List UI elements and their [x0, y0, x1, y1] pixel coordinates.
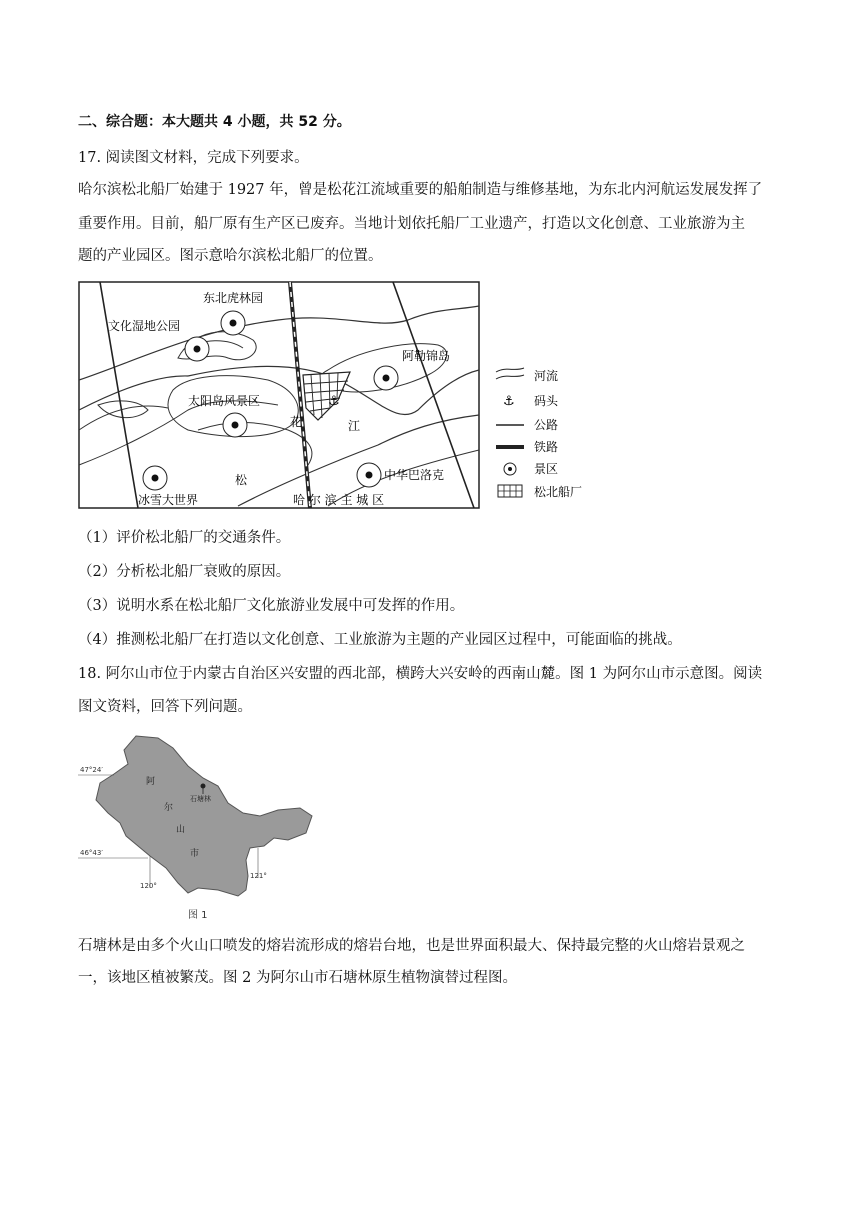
lat-bottom-label: 46°43′: [80, 849, 103, 857]
lat-top-label: 47°24′: [80, 766, 103, 774]
q17-stem: 17. 阅读图文材料，完成下列要求。: [78, 150, 309, 166]
shitanglin-label: 石塘林: [190, 795, 211, 803]
city-char: 尔: [164, 803, 174, 813]
label-main-city: 哈 尔 滨 主 城 区: [293, 493, 385, 507]
legend-dock: 码头: [534, 394, 559, 408]
label-ahe-island: 阿勒锦岛: [402, 349, 451, 363]
legend-railway: 铁路: [534, 440, 559, 454]
scenic-marker-sun-island: [223, 413, 247, 437]
legend-shipyard: 松北船厂: [534, 485, 583, 499]
q17-question: （4）推测松北船厂在打造以文化创意、工业旅游为主题的产业园区过程中，可能面临的挑战。: [78, 632, 682, 648]
label-sun-island: 太阳岛风景区: [188, 394, 261, 408]
q18-para-line: 一，该地区植被繁茂。图 2 为阿尔山市石塘林原生植物演替过程图。: [78, 970, 517, 986]
legend-road: 公路: [534, 418, 559, 432]
legend-scenic: 景区: [534, 462, 559, 476]
city-char: 市: [190, 849, 200, 859]
scenic-marker-tiger-park: [221, 311, 245, 335]
lon-right-label: 121°: [250, 872, 267, 880]
lon-left-label: 120°: [140, 882, 157, 890]
city-char: 阿: [146, 777, 156, 787]
shipyard-location-map: [78, 280, 618, 510]
shitanglin-marker: [201, 784, 206, 789]
scenic-marker-baroque: [357, 463, 381, 487]
q18-para-line: 石塘林是由多个火山口喷发的熔岩流形成的熔岩台地，也是世界面积最大、保持最完整的火山熔岩景观之: [78, 938, 745, 954]
legend-dock-icon: ⚓: [503, 394, 515, 409]
map-legend: [496, 368, 582, 499]
arxan-city-map: [78, 728, 318, 928]
q17-para-line: 题的产业园区。图示意哈尔滨松北船厂的位置。: [78, 248, 383, 264]
q17-para-line: 哈尔滨松北船厂始建于 1927 年，曾是松花江流域重要的船舶制造与维修基地，为东北内河航运发展发挥了: [78, 182, 763, 198]
label-river-song: 松: [235, 473, 248, 487]
q17-para-line: 重要作用。目前，船厂原有生产区已废弃。当地计划依托船厂工业遗产，打造以文化创意、工业旅游为主: [78, 216, 745, 232]
label-wetland-park: 文化湿地公园: [108, 319, 181, 333]
scenic-marker-wetland: [185, 337, 209, 361]
q18-para-line: 图文资料，回答下列问题。: [78, 699, 252, 715]
q17-question: （1）评价松北船厂的交通条件。: [78, 530, 291, 546]
label-baroque: 中华巴洛克: [384, 468, 445, 482]
q17-question: （3）说明水系在松北船厂文化旅游业发展中可发挥的作用。: [78, 598, 465, 614]
dock-icon: ⚓: [328, 394, 340, 409]
q18-para-line: 18. 阿尔山市位于内蒙古自治区兴安盟的西北部，横跨大兴安岭的西南山麓。图 1 为阿尔山市示意图。阅读: [78, 666, 763, 682]
figure-caption: 图 1: [188, 910, 208, 921]
scenic-marker-ahe-island: [374, 366, 398, 390]
label-river-hua: 花: [290, 415, 303, 429]
label-tiger-park: 东北虎林园: [202, 291, 264, 305]
label-river-jiang: 江: [348, 419, 361, 433]
section-heading: 二、综合题：本大题共 4 小题，共 52 分。: [78, 114, 351, 130]
q17-question: （2）分析松北船厂衰败的原因。: [78, 564, 291, 580]
legend-river: 河流: [534, 369, 559, 383]
scenic-marker-ice-world: [143, 466, 167, 490]
city-char: 山: [176, 825, 186, 835]
label-ice-world: 冰雪大世界: [138, 493, 199, 507]
